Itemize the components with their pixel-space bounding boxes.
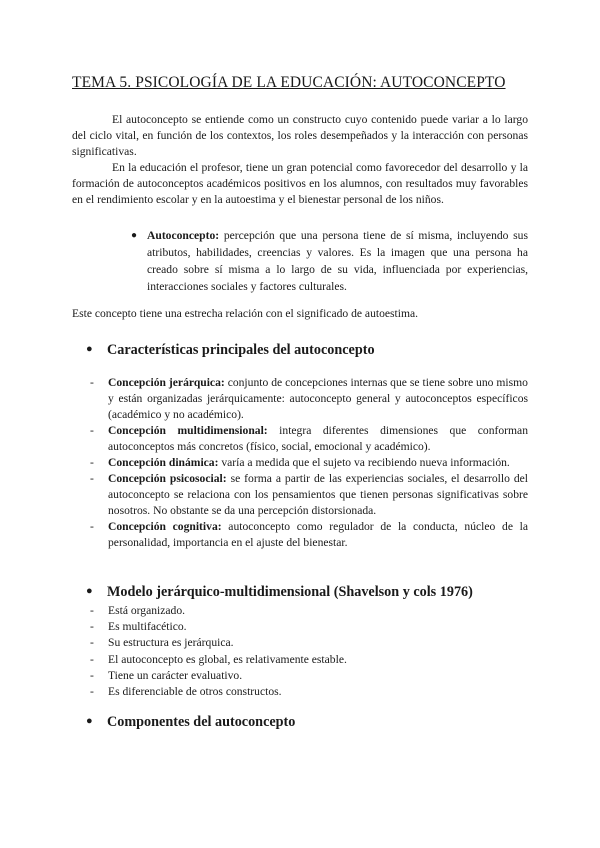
item-text: El autoconcepto es global, es relativamente estable. xyxy=(108,652,347,666)
item-term: Concepción psicosocial: xyxy=(108,472,227,485)
bullet-icon: ● xyxy=(86,715,93,727)
list-item xyxy=(90,455,528,471)
list-item xyxy=(90,684,528,700)
section-heading-characteristics xyxy=(86,342,375,359)
section-heading-text: Modelo jerárquico-multidimensional (Shavelson y cols 1976) xyxy=(107,584,473,600)
definition-bullet xyxy=(131,227,528,295)
dash-icon: - xyxy=(90,620,94,634)
list-item xyxy=(90,668,528,684)
dash-icon: - xyxy=(90,376,94,389)
item-text: se forma a partir de las experiencias sociales, el desarrollo del autoconcepto se relaciona con los pensamientos que tienen personas significativas sobre nosotros. No obstante se da una percepción distorsionada. xyxy=(108,472,528,517)
item-text: Está organizado. xyxy=(108,604,186,617)
item-term: Concepción cognitiva: xyxy=(108,520,222,533)
list-item xyxy=(90,619,528,635)
item-term: Concepción multidimensional: xyxy=(108,424,268,437)
list-item xyxy=(90,635,528,651)
dash-icon: - xyxy=(90,520,94,533)
intro-section xyxy=(72,112,528,208)
relation-paragraph: Este concepto tiene una estrecha relación con el significado de autoestima. xyxy=(72,307,419,320)
list-item xyxy=(90,471,528,519)
dash-icon: - xyxy=(90,604,94,617)
dash-icon: - xyxy=(90,472,94,485)
item-text: Es diferenciable de otros constructos. xyxy=(108,685,282,699)
item-text: conjunto de concepciones internas que se tiene sobre uno mismo y están organizadas jerárquicamente: autoconcepto general y autoconceptos específicos (académico y no académico). xyxy=(108,376,528,421)
list-item xyxy=(90,423,528,455)
list-item xyxy=(90,519,528,551)
item-text: Es multifacético. xyxy=(108,620,187,634)
section-heading-model xyxy=(86,584,473,601)
item-text: integra diferentes dimensiones que conforman autoconceptos más concretos (físico, social, emocional y académico). xyxy=(108,424,529,453)
dash-icon: - xyxy=(90,456,94,469)
item-text: autoconcepto como regulador de la conducta, núcleo de la personalidad, importancia en el ajuste del bienestar. xyxy=(108,520,529,549)
bullet-icon: ● xyxy=(86,343,93,355)
dash-icon: - xyxy=(90,636,94,650)
intro-paragraph-1: El autoconcepto se entiende como un constructo cuyo contenido puede variar a lo largo del ciclo vital, en función de los contextos, los roles desempeñados y la interacción con personas significativas. xyxy=(72,113,528,158)
section-heading-text: Componentes del autoconcepto xyxy=(107,714,296,730)
definition-term: Autoconcepto: xyxy=(147,229,220,242)
section-heading-components xyxy=(86,714,295,731)
dash-icon: - xyxy=(90,685,94,699)
item-text: varía a medida que el sujeto va recibiendo nueva información. xyxy=(218,456,510,469)
characteristics-list xyxy=(90,375,528,551)
definition-body: percepción que una persona tiene de sí misma, incluyendo sus atributos, habilidades, creencias y valores. Es la imagen que una persona ha creado sobre sí misma a lo largo de su vida, influenciada por experiencias, interacciones sociales y factores culturales. xyxy=(147,229,528,293)
item-text: Su estructura es jerárquica. xyxy=(108,636,234,650)
list-item xyxy=(90,652,528,668)
bullet-icon: ● xyxy=(86,585,93,597)
intro-paragraph-2: En la educación el profesor, tiene un gran potencial como favorecedor del desarrollo y la formación de autoconceptos académicos positivos en los alumnos, con resultados muy favorables en el rendimiento escolar y en la autoestima y el bienestar personal de los niños. xyxy=(72,161,528,206)
item-term: Concepción dinámica: xyxy=(108,456,219,469)
model-list xyxy=(90,603,528,700)
section-heading-text: Características principales del autoconcepto xyxy=(107,342,375,358)
bullet-icon: ● xyxy=(131,230,138,241)
definition-text xyxy=(147,227,528,295)
dash-icon: - xyxy=(90,668,94,682)
page-title: TEMA 5. PSICOLOGÍA DE LA EDUCACIÓN: AUTOCONCEPTO xyxy=(72,74,506,91)
dash-icon: - xyxy=(90,652,94,666)
dash-icon: - xyxy=(90,424,94,437)
list-item xyxy=(90,603,528,619)
item-term: Concepción jerárquica: xyxy=(108,376,225,389)
list-item xyxy=(90,375,528,423)
item-text: Tiene un carácter evaluativo. xyxy=(108,668,243,682)
